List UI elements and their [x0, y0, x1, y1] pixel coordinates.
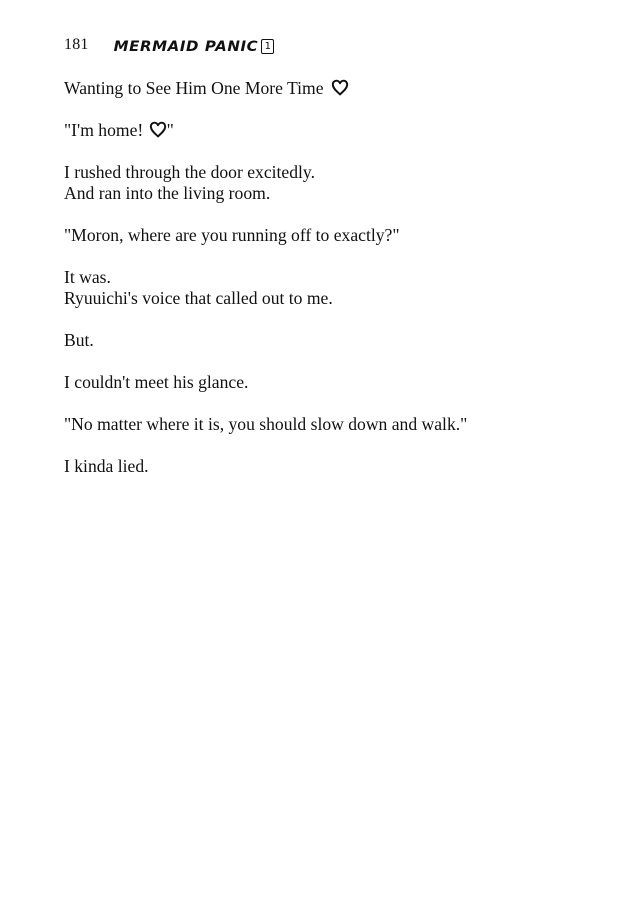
- paragraph-rushed: [64, 162, 584, 204]
- paragraph-rushed-line-2: And ran into the living room.: [64, 183, 271, 203]
- chapter-heading: [64, 78, 584, 99]
- dialogue-im-home: [64, 120, 584, 141]
- dialogue-no-matter: "No matter where it is, you should slow down and walk.": [64, 414, 468, 434]
- chapter-heading-text: Wanting to See Him One More Time: [64, 78, 324, 98]
- page-header: [64, 33, 274, 59]
- heart-icon: [149, 121, 167, 138]
- page-number: 181: [64, 36, 89, 53]
- paragraph-rushed-line-1: I rushed through the door excitedly.: [64, 162, 315, 182]
- paragraph-glance: I couldn't meet his glance.: [64, 372, 249, 392]
- book-title: MERMAID PANIC: [113, 37, 259, 55]
- paragraph-but: But.: [64, 330, 94, 350]
- paragraph-it-was-line-1: It was.: [64, 267, 111, 287]
- dialogue-im-home-close: ": [166, 120, 174, 140]
- volume-badge: 1: [261, 39, 274, 54]
- paragraph-it-was: [64, 267, 584, 309]
- heart-icon: [331, 79, 349, 96]
- paragraph-it-was-line-2: Ryuuichi's voice that called out to me.: [64, 288, 333, 308]
- paragraph-lied: I kinda lied.: [64, 456, 149, 476]
- page-content: [64, 78, 584, 498]
- dialogue-moron: "Moron, where are you running off to exactly?": [64, 225, 400, 245]
- dialogue-im-home-text: "I'm home!: [64, 120, 148, 140]
